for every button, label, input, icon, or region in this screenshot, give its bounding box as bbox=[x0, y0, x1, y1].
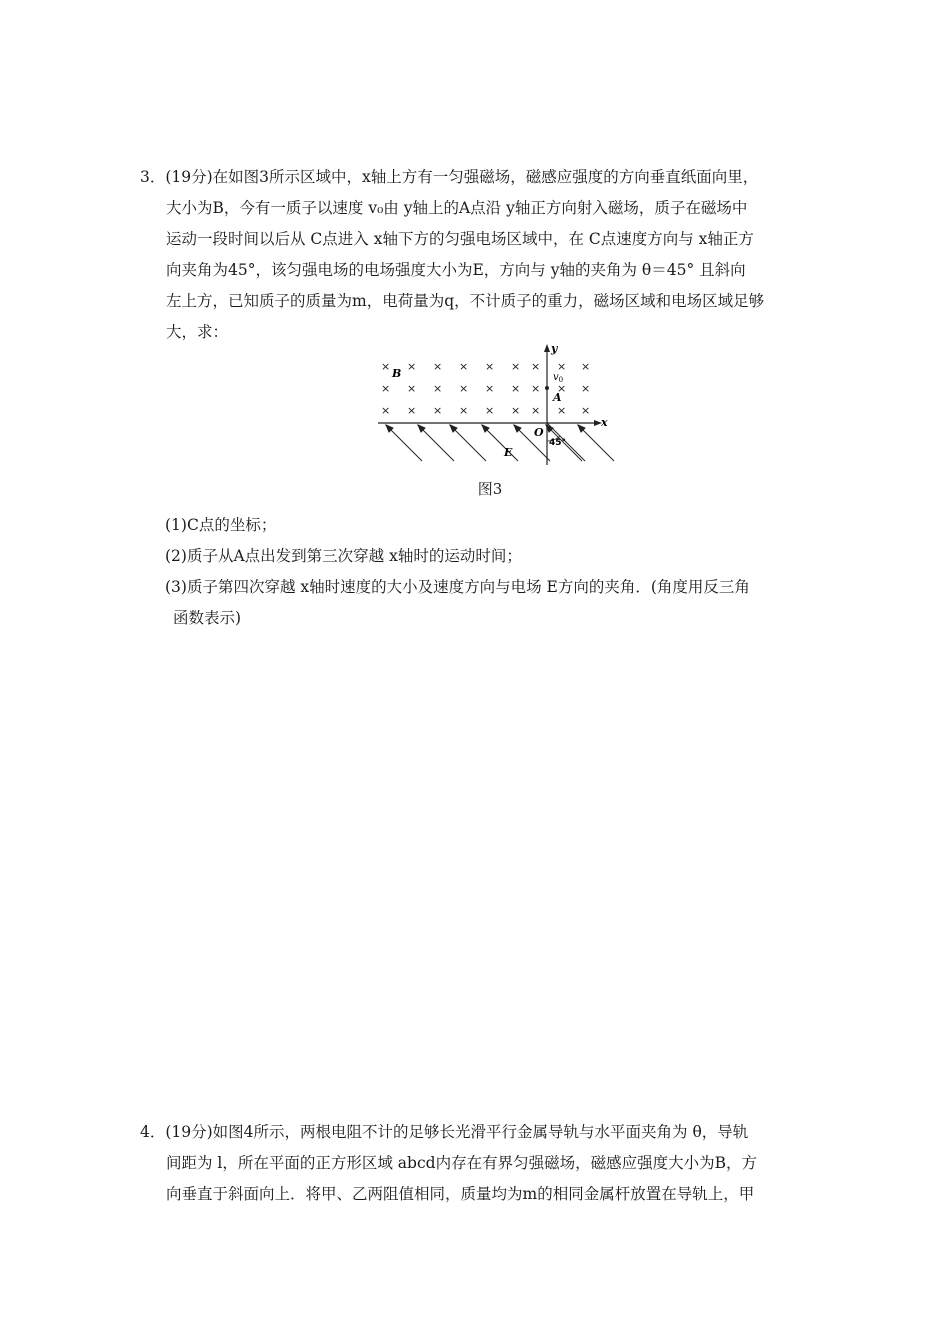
field-cross: × bbox=[459, 360, 469, 373]
field-cross: × bbox=[433, 382, 443, 395]
field-cross: × bbox=[459, 382, 469, 395]
q3-subquestion-3: (3)质子第四次穿越 x轴时速度的大小及速度方向与电场 E方向的夹角．(角度用反三角 bbox=[165, 578, 750, 596]
question-3 bbox=[140, 162, 830, 348]
electric-field-line bbox=[450, 425, 486, 461]
q3-line-5: 左上方，已知质子的质量为m，电荷量为q，不计质子的重力，磁场区域和电场区域足够 bbox=[166, 292, 765, 310]
q3-line-4: 向夹角为45°，该匀强电场的电场强度大小为E，方向与 y轴的夹角为 θ＝45° 且斜向 bbox=[166, 261, 746, 279]
electric-field-line bbox=[386, 425, 422, 461]
electric-field-line bbox=[482, 425, 518, 461]
point-A bbox=[545, 386, 549, 390]
label-B: B bbox=[392, 367, 402, 380]
label-angle: 45° bbox=[549, 438, 567, 448]
electric-field-line bbox=[514, 425, 550, 461]
electric-field-line bbox=[578, 425, 614, 461]
question-4 bbox=[140, 1117, 830, 1210]
field-cross: × bbox=[557, 360, 567, 373]
field-cross: × bbox=[511, 404, 521, 417]
q3-line-2: 大小为B，今有一质子以速度 v₀由 y轴上的A点沿 y轴正方向射入磁场，质子在磁场中 bbox=[166, 199, 748, 217]
q4-line-3: 向垂直于斜面向上．将甲、乙两阻值相同，质量均为m的相同金属杆放置在导轨上，甲 bbox=[166, 1185, 755, 1203]
field-cross: × bbox=[531, 360, 541, 373]
field-cross: × bbox=[557, 404, 567, 417]
label-v0: $v_0$ bbox=[553, 372, 564, 384]
field-cross: × bbox=[433, 404, 443, 417]
field-cross: × bbox=[459, 404, 469, 417]
field-cross: × bbox=[531, 404, 541, 417]
q3-subquestion-2: (2)质子从A点出发到第三次穿越 x轴时的运动时间； bbox=[165, 547, 522, 565]
field-cross: × bbox=[485, 360, 495, 373]
field-cross: × bbox=[485, 404, 495, 417]
y-axis-arrow bbox=[544, 344, 550, 352]
field-cross: × bbox=[381, 360, 391, 373]
q3-line-3: 运动一段时间以后从 C点进入 x轴下方的匀强电场区域中，在 C点速度方向与 x轴正方 bbox=[166, 230, 754, 248]
label-E: E bbox=[504, 446, 513, 459]
q3-subquestion-3-continued: 函数表示) bbox=[173, 609, 242, 627]
field-cross: × bbox=[407, 382, 417, 395]
field-cross: × bbox=[381, 404, 391, 417]
field-cross: × bbox=[407, 360, 417, 373]
q3-line-1: 3．(19分)在如图3所示区域中，x轴上方有一匀强磁场，磁感应强度的方向垂直纸面向里， bbox=[140, 168, 759, 186]
field-cross: × bbox=[433, 360, 443, 373]
field-cross: × bbox=[581, 360, 591, 373]
figure-caption: 图3 bbox=[477, 480, 503, 498]
electric-field-line bbox=[418, 425, 454, 461]
field-cross: × bbox=[511, 360, 521, 373]
field-cross: × bbox=[581, 404, 591, 417]
label-A: A bbox=[553, 391, 562, 404]
field-cross: × bbox=[511, 382, 521, 395]
label-y: y bbox=[551, 342, 558, 355]
label-O: O bbox=[534, 426, 544, 439]
field-cross: × bbox=[557, 382, 567, 395]
field-cross: × bbox=[581, 382, 591, 395]
q3-subquestion-1: (1)C点的坐标； bbox=[165, 516, 277, 534]
field-cross: × bbox=[485, 382, 495, 395]
q4-line-2: 间距为 l，所在平面的正方形区域 abcd内存在有界匀强磁场，磁感应强度大小为B，方 bbox=[166, 1154, 757, 1172]
figure-3-diagram bbox=[370, 340, 620, 465]
magnetic-field-crosses bbox=[381, 360, 590, 417]
q3-line-6: 大，求： bbox=[166, 323, 229, 341]
field-cross: × bbox=[407, 404, 417, 417]
field-cross: × bbox=[531, 382, 541, 395]
field-cross: × bbox=[381, 382, 391, 395]
q4-line-1: 4．(19分)如图4所示，两根电阻不计的足够长光滑平行金属导轨与水平面夹角为 θ，导轨 bbox=[140, 1123, 749, 1141]
label-x: x bbox=[601, 416, 608, 429]
